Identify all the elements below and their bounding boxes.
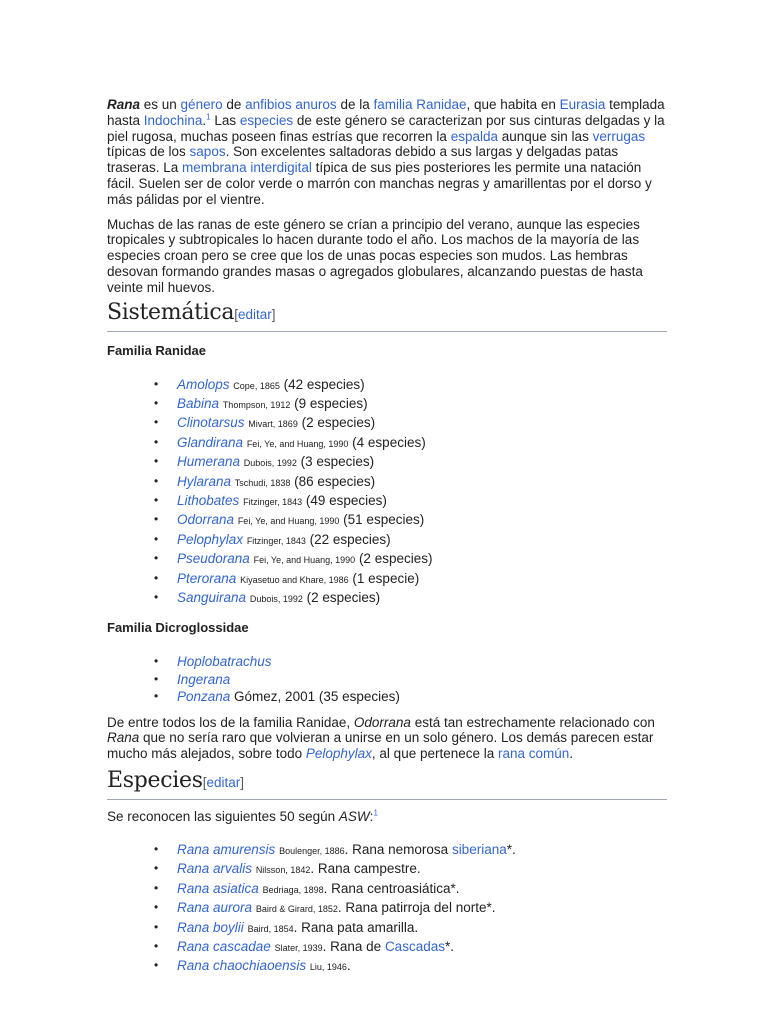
genus-link[interactable]: Pelophylax xyxy=(177,531,244,547)
common-name-suffix: *. xyxy=(506,842,516,858)
species-item xyxy=(107,880,667,899)
common-name-link[interactable]: Cascadas xyxy=(384,939,445,955)
section-heading-sistematica xyxy=(107,299,667,332)
genus-authority: Kiyasetuo and Khare, 1986 xyxy=(240,574,349,585)
dicroglossidae-genera-list xyxy=(107,653,667,705)
section-heading-especies xyxy=(107,767,667,800)
species-item xyxy=(107,899,667,918)
edit-link-sistematica[interactable]: editar xyxy=(238,306,272,322)
genus-link[interactable]: Lithobates xyxy=(177,493,240,508)
list-item xyxy=(107,376,667,395)
species-count: (9 especies) xyxy=(294,395,368,411)
common-name-suffix: *. xyxy=(444,939,454,955)
genus-authority: Fei, Ye, and Huang, 1990 xyxy=(246,438,349,449)
citation-1[interactable]: 1 xyxy=(206,112,211,122)
genus-link[interactable]: Hoplobatrachus xyxy=(177,654,272,670)
text: templada hasta xyxy=(107,97,665,128)
text: típicas de los xyxy=(107,144,190,160)
genus-authority: Fei, Ye, and Huang, 1990 xyxy=(253,555,356,566)
common-name: . Rana nemorosa xyxy=(344,842,452,858)
genus-authority: Tschudi, 1838 xyxy=(234,477,291,488)
common-name: . xyxy=(346,958,351,974)
genus-link[interactable]: Pterorana xyxy=(177,570,237,586)
common-name: . Rana pata amarilla. xyxy=(293,919,419,935)
citation-1[interactable]: 1 xyxy=(373,808,378,818)
edit-section-link xyxy=(234,307,275,322)
list-item xyxy=(107,414,667,433)
genus-link[interactable]: Glandirana xyxy=(177,434,244,450)
species-authority: Bedriaga, 1898 xyxy=(262,884,324,895)
heading-text: Especies xyxy=(107,768,203,794)
species-count: (22 especies) xyxy=(309,531,391,547)
text: , que habita en xyxy=(466,97,560,112)
edit-link-especies[interactable]: editar xyxy=(206,775,241,791)
genus-link[interactable]: Sanguirana xyxy=(177,590,247,606)
article-content xyxy=(107,97,667,977)
species-link[interactable]: Rana boylii xyxy=(177,919,244,935)
species-count: (2 especies) xyxy=(306,590,381,606)
genus-authority: Fitzinger, 1843 xyxy=(243,497,303,507)
bracket: [ xyxy=(234,306,239,322)
species-link[interactable]: Rana arvalis xyxy=(177,861,253,877)
text: Las xyxy=(210,112,240,128)
species-item xyxy=(107,957,667,976)
list-item xyxy=(107,492,667,511)
genus-authority: Cope, 1865 xyxy=(233,380,280,391)
link-especies[interactable]: especies xyxy=(239,112,294,128)
genus-authority: Fitzinger, 1843 xyxy=(246,535,306,546)
list-item xyxy=(107,434,667,453)
genus-link[interactable]: Ingerana xyxy=(177,671,231,687)
common-name-link[interactable]: siberiana xyxy=(451,842,507,858)
species-link[interactable]: Rana chaochiaoensis xyxy=(177,958,307,974)
text: . Son excelentes saltadoras debido a sus largas y delgadas patas traseras. La xyxy=(107,144,619,176)
text: de este género se caracterizan por sus cinturas delgadas y la piel rugosa, muchas poseen finas estrías que recorren la xyxy=(107,112,665,144)
intro-paragraph-2: Muchas de las ranas de este género se crían a principio del verano, aunque las especies tropicales y subtropicales lo hacen durante todo el año. Los machos de la mayoría de las especies croan pero se cree que los de unas pocas especies son mudos. Las hembras desovan formando grandes masas o agregados globulares, alcanzando puestas de hasta veinte mil huevos. xyxy=(107,216,643,295)
species-count: (86 especies) xyxy=(294,473,376,489)
species-authority: Baird, 1854 xyxy=(247,923,294,934)
genus-authority: Mivart, 1869 xyxy=(248,419,298,430)
text: aunque sin las xyxy=(498,128,593,144)
ranidae-genera-list xyxy=(107,376,667,609)
species-count: (1 especie) xyxy=(352,570,420,586)
genus-authority: Fei, Ye, and Huang, 1990 xyxy=(237,516,340,527)
species-item xyxy=(107,919,667,938)
species-count: (4 especies) xyxy=(352,434,426,450)
text: : xyxy=(369,809,374,825)
list-item xyxy=(107,395,667,414)
text: Se reconocen las siguientes 50 según xyxy=(107,809,339,825)
text: está tan estrechamente relacionado con xyxy=(410,714,655,730)
link-verrugas[interactable]: verrugas xyxy=(592,128,646,144)
genus-link[interactable]: Ponzana xyxy=(177,689,231,705)
genus-detail: Gómez, 2001 (35 especies) xyxy=(230,689,400,705)
species-count: (42 especies) xyxy=(283,376,365,392)
genus-link[interactable]: Hylarana xyxy=(177,473,232,489)
genus-authority: Dubois, 1992 xyxy=(249,594,303,605)
link-sapos[interactable]: sapos xyxy=(189,144,226,160)
link-indochina[interactable]: Indochina xyxy=(143,112,203,128)
list-item xyxy=(107,531,667,550)
species-item xyxy=(107,938,667,957)
species-authority: Liu, 1946 xyxy=(309,962,347,973)
species-link[interactable]: Rana asiatica xyxy=(177,880,259,896)
asw-term: ASW xyxy=(338,809,370,825)
text: que no sería raro que volvieran a unirse en un solo género. Los demás parecen estar mucho más alejados, sobre todo xyxy=(107,730,654,762)
species-intro xyxy=(107,809,667,825)
species-count: (3 especies) xyxy=(300,454,375,470)
text: típica de sus pies posteriores les permite una natación fácil. Suelen ser de color verde o marrón con manchas negras y amarillentas por el dorso y más pálidas por el vientre. xyxy=(107,160,652,207)
link-rana-comun[interactable]: rana común xyxy=(498,746,570,762)
list-item xyxy=(107,473,667,492)
species-item xyxy=(107,841,667,860)
bracket: ] xyxy=(240,775,245,791)
common-name: . Rana de xyxy=(322,939,385,955)
link-anfibios-anuros[interactable]: anfibios anuros xyxy=(245,97,337,112)
heading-text: Sistemática xyxy=(107,299,235,325)
link-familia-ranidae[interactable]: familia Ranidae xyxy=(373,97,467,112)
text: de xyxy=(222,97,246,112)
text: , al que pertenece la xyxy=(371,746,499,762)
list-item xyxy=(107,570,667,589)
genus-link[interactable]: Clinotarsus xyxy=(177,415,245,431)
list-item xyxy=(107,589,667,608)
species-item xyxy=(107,860,667,879)
species-link[interactable]: Rana amurensis xyxy=(177,842,276,858)
link-membrana-interdigital[interactable]: membrana interdigital xyxy=(182,160,312,176)
list-item xyxy=(107,550,667,569)
genus-link[interactable]: Humerana xyxy=(177,454,241,470)
species-count: (49 especies) xyxy=(305,493,387,508)
list-item xyxy=(107,688,667,705)
genus-link[interactable]: Amolops xyxy=(177,376,230,392)
genus-link[interactable]: Babina xyxy=(177,395,220,411)
edit-section-link xyxy=(203,775,244,790)
subheading-familia-dicroglossidae: Familia Dicroglossidae xyxy=(107,620,249,636)
species-link[interactable]: Rana cascadae xyxy=(177,939,271,955)
text: . xyxy=(569,746,574,762)
odorrana-term: Odorrana xyxy=(353,714,411,730)
species-authority: Slater, 1939 xyxy=(274,943,323,954)
text: es un xyxy=(140,97,181,112)
genus-authority: Dubois, 1992 xyxy=(243,458,297,469)
link-espalda[interactable]: espalda xyxy=(450,128,498,144)
rana-term: Rana xyxy=(107,730,140,746)
genus-link[interactable]: Odorrana xyxy=(177,512,235,528)
list-item xyxy=(107,671,667,688)
genus-link[interactable]: Pseudorana xyxy=(177,551,250,567)
species-count: (2 especies) xyxy=(301,415,376,431)
common-name: . Rana patirroja del norte*. xyxy=(337,900,496,916)
systematics-paragraph xyxy=(107,715,667,762)
common-name: . Rana centroasiática*. xyxy=(323,880,460,896)
subheading-familia-ranidae: Familia Ranidae xyxy=(107,342,206,358)
species-authority: Boulenger, 1886 xyxy=(279,846,345,857)
species-authority: Nilsson, 1842 xyxy=(255,865,311,876)
text: De entre todos los de la familia Ranidae, xyxy=(107,714,354,730)
link-eurasia[interactable]: Eurasia xyxy=(559,97,606,112)
species-list xyxy=(107,841,667,977)
species-count: (2 especies) xyxy=(358,551,433,567)
genus-authority: Thompson, 1912 xyxy=(222,399,291,410)
bracket: ] xyxy=(271,306,276,322)
rana-bold-term: Rana xyxy=(107,97,141,112)
species-count: (51 especies) xyxy=(343,512,425,528)
species-authority: Baird & Girard, 1852 xyxy=(255,904,338,915)
link-genero[interactable]: género xyxy=(180,97,223,112)
intro-paragraph-1: Rana es un género de anfibios anuros de la familia Ranidae, que habita en Eurasia templada hasta Indochina.$^1$ Las especies de este género se caracterizan por sus cinturas delgadas y la piel rugosa, muchas poseen finas estrías que recorren la espalda aunque sin las verrugas típicas de los sapos. Son excelentes saltadoras debido a sus largas y delgadas patas traseras. La membrana interdigital típica de sus pies posteriores les permite una natación fácil. Suelen ser de color verde o marrón con manchas negras y amarillentas por el dorso y más pálidas por el vientre. xyxy=(107,97,665,207)
link-pelophylax[interactable]: Pelophylax xyxy=(305,746,372,762)
species-link[interactable]: Rana aurora xyxy=(177,900,253,916)
list-item xyxy=(107,653,667,670)
list-item xyxy=(107,453,667,472)
common-name: . Rana campestre. xyxy=(310,861,421,877)
bracket: [ xyxy=(202,775,207,791)
list-item xyxy=(107,511,667,530)
text: de la xyxy=(336,97,374,112)
